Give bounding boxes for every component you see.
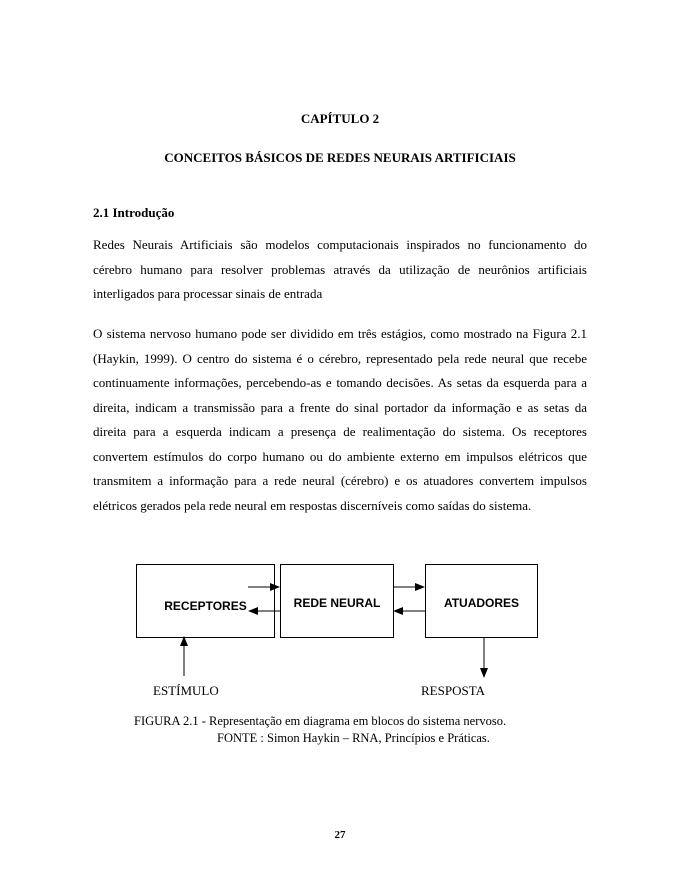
block-receptores-label: RECEPTORES [164,599,247,613]
block-atuadores [425,564,538,638]
block-rede-neural [280,564,394,638]
chapter-title: CONCEITOS BÁSICOS DE REDES NEURAIS ARTIFICIAIS [164,150,516,165]
paragraph-nervous-system: O sistema nervoso humano pode ser dividido em três estágios, como mostrado na Figura 2.1 (Haykin, 1999). O centro do sistema é o cérebro, representado pela rede neural que recebe continuamente informações, percebendo-as e tomando decisões. As setas da esquerda para a direita, indicam a transmissão para a frente do sinal portador da informação e as setas da direita para a esquerda indicam a presença de realimentação do sistema. Os receptores convertem estímulos do corpo humano ou do ambiente externo em impulsos elétricos que transmitem a informação para a rede neural (cérebro) e os atuadores convertem impulsos elétricos gerados pela rede neural em respostas discerníveis como saídas do sistema. [93,326,587,513]
paragraph-intro: Redes Neurais Artificiais são modelos computacionais inspirados no funcionamento do cérebro humano para resolver problemas através da utilização de neurônios artificiais interligados para processar sinais de entrada [93,237,587,301]
block-rede-neural-label: REDE NEURAL [293,596,381,610]
section-heading: 2.1 Introdução [93,205,175,220]
block-receptores [136,564,275,638]
input-label: ESTÍMULO [153,683,219,698]
page-number: 27 [334,829,346,841]
chapter-number: CAPÍTULO 2 [300,111,380,126]
figure-caption: FIGURA 2.1 - Representação em diagrama em blocos do sistema nervoso. [134,714,507,728]
figure-source: FONTE : Simon Haykin – RNA, Princípios e Práticas. [217,731,490,745]
block-atuadores-label: ATUADORES [443,596,520,610]
output-label: RESPOSTA [421,683,485,698]
